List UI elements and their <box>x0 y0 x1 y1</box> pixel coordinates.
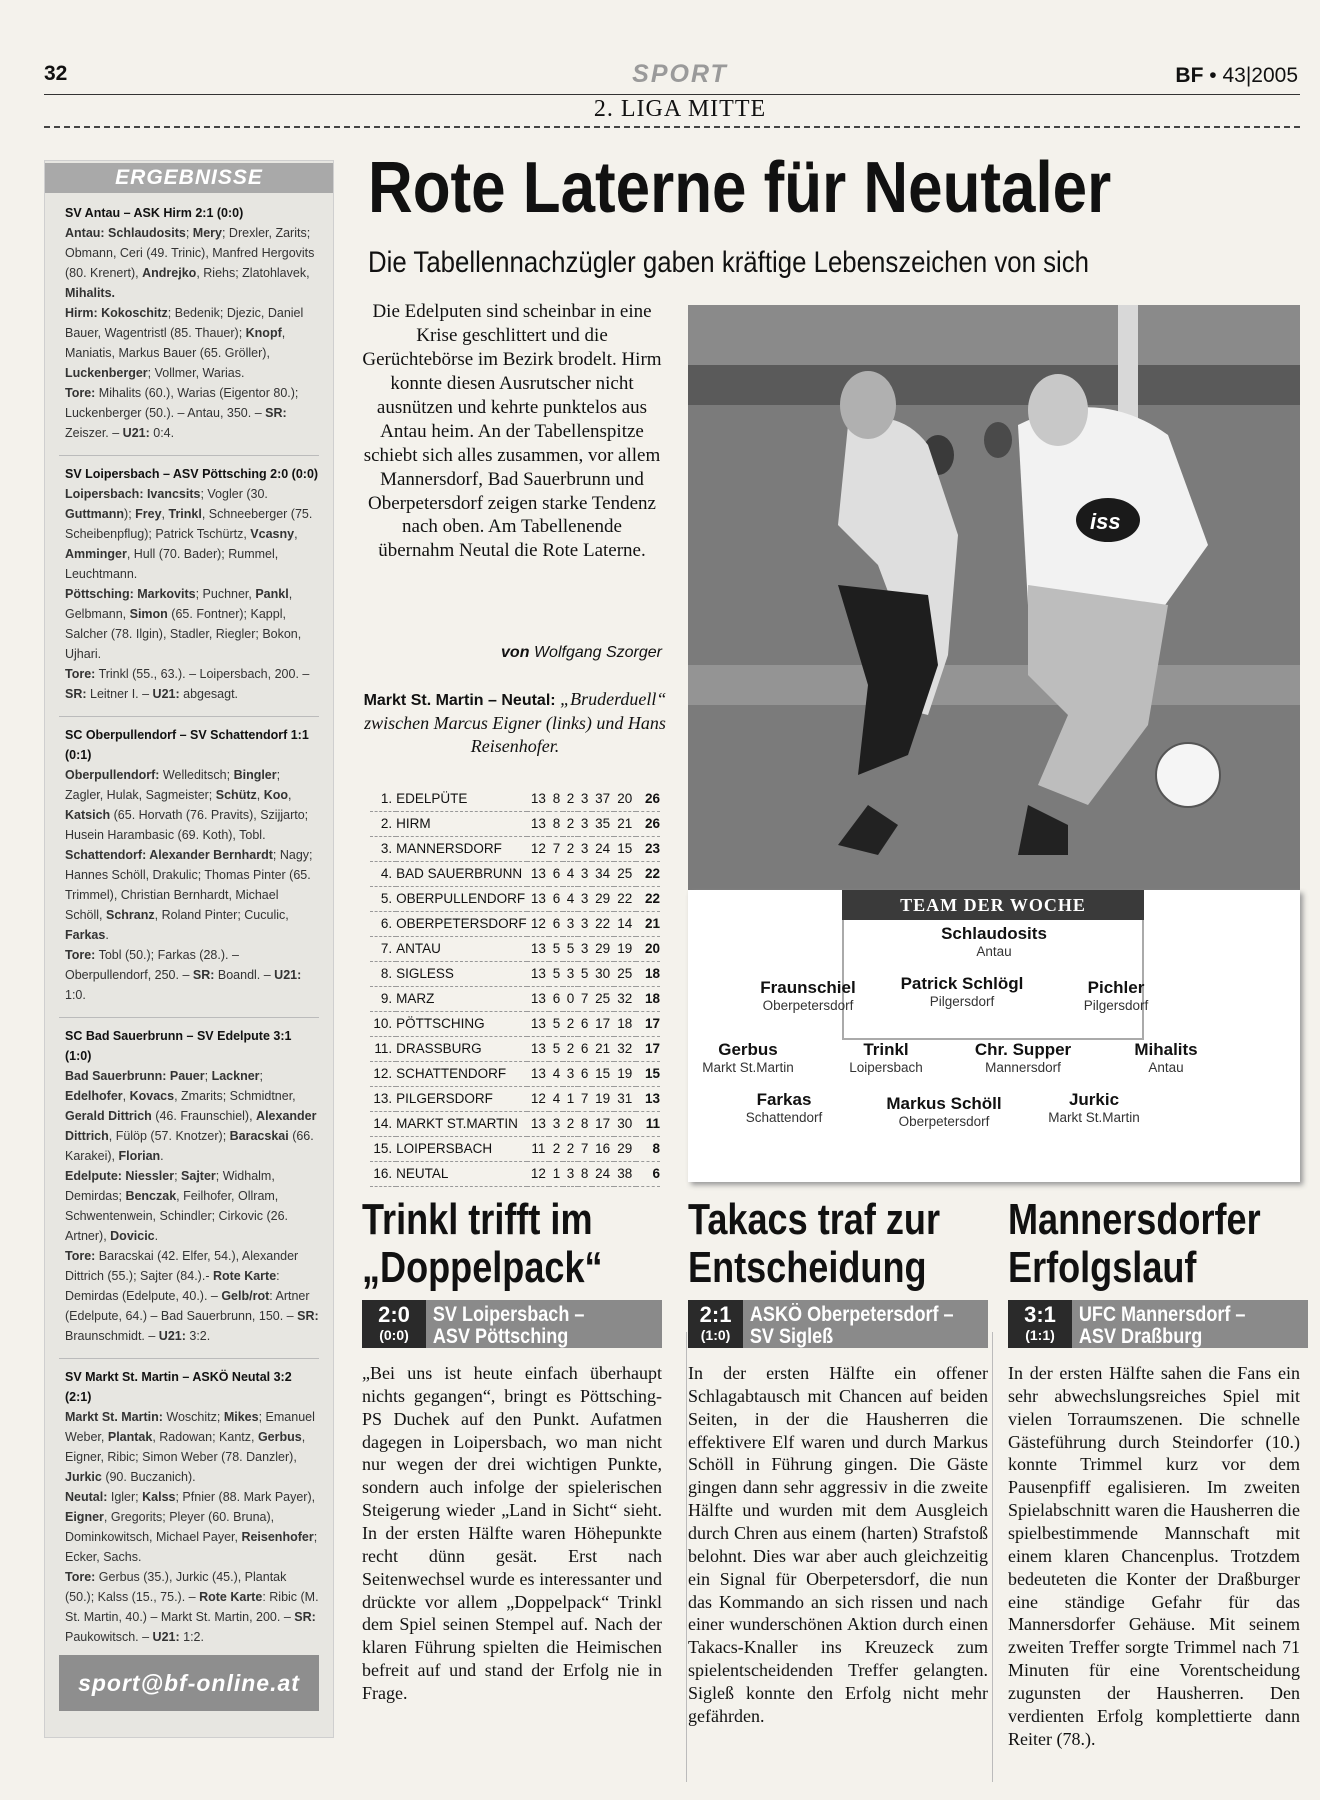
stat-cell: 21 <box>592 1036 614 1061</box>
player-name: Patrick Schlögl <box>900 974 1024 993</box>
team-cell: LOIPERSBACH <box>396 1136 527 1161</box>
stat-cell: 6 <box>578 1036 592 1061</box>
rank-cell: 3. <box>370 836 396 861</box>
stat-cell: 5 <box>549 1036 563 1061</box>
stat-cell: 25 <box>592 986 614 1011</box>
match-title: SV Loipersbach – ASV Pöttsching 2:0 (0:0) <box>65 467 319 481</box>
football <box>1156 743 1220 807</box>
section-title: SPORT <box>632 60 728 88</box>
rank-cell: 16. <box>370 1161 396 1186</box>
standings-row <box>370 936 660 961</box>
stat-cell: 5 <box>549 936 563 961</box>
stat-cell: 6 <box>549 861 563 886</box>
stat-cell: 3 <box>563 1161 577 1186</box>
team-title: TEAM DER WOCHE <box>842 890 1144 920</box>
stat-cell: 30 <box>614 1111 636 1136</box>
stat-cell: 15 <box>614 836 636 861</box>
stat-cell: 15 <box>592 1061 614 1086</box>
stat-cell: 3 <box>578 861 592 886</box>
rank-cell: 6. <box>370 911 396 936</box>
match-lineup: Tore: Gerbus (35.), Jurkic (45.), Plantak (50.); Kalss (15., 75.). – Rote Karte: Ribic (M. St. Martin, 40.) – Markt St. Martin, 200. – SR: Paukowitsch. – U21: 1:2. <box>65 1570 319 1644</box>
stat-cell: 1 <box>549 1161 563 1186</box>
score-bar <box>362 1300 662 1348</box>
column-rule <box>686 1332 687 1782</box>
match-lineup: Tore: Mihalits (60.), Warias (Eigentor 80.); Luckenberger (50.). – Antau, 350. – SR: Zeiszer. – U21: 0:4. <box>65 386 299 440</box>
report-headline-line: Trinkl trifft im <box>362 1195 593 1244</box>
stat-cell: 24 <box>592 1161 614 1186</box>
caption-title: Markt St. Martin – Neutal: <box>363 692 556 709</box>
team-player <box>1076 1040 1256 1075</box>
column-rule <box>992 1332 993 1782</box>
player-club: Antau <box>976 944 1012 959</box>
stat-cell: 8 <box>578 1161 592 1186</box>
match-results-list <box>45 195 333 1653</box>
rank-cell: 15. <box>370 1136 396 1161</box>
player-club: Oberpetersdorf <box>898 1114 990 1129</box>
stat-cell: 12 <box>527 911 549 936</box>
stat-cell: 3 <box>578 836 592 861</box>
standings-row <box>370 961 660 986</box>
player-name: Gerbus <box>718 1040 778 1059</box>
halftime-score: (1:1) <box>1025 1327 1055 1343</box>
rank-cell: 7. <box>370 936 396 961</box>
stat-cell: 4 <box>549 1086 563 1111</box>
standings-row <box>370 1086 660 1111</box>
match-lineup: Bad Sauerbrunn: Pauer; Lackner; Edelhofer, Kovacs, Zmarits; Schmidtner, Gerald Dittrich (46. Fraunschiel), Alexander Dittrich, Fülöp (57. Knotzer); Baracskai (66. Karakei), Florian. <box>65 1069 317 1163</box>
report-headline <box>688 1196 940 1291</box>
team-player <box>1004 1090 1184 1125</box>
author-name: Wolfgang Szorger <box>533 644 662 661</box>
standings-row <box>370 886 660 911</box>
stat-cell: 12 <box>527 1086 549 1111</box>
stat-cell: 1 <box>563 1086 577 1111</box>
team-cell: BAD SAUERBRUNN <box>396 861 527 886</box>
report-headline-line: Takacs traf zur <box>688 1195 940 1244</box>
stat-cell: 2 <box>563 1036 577 1061</box>
final-score: 2:1 <box>699 1302 732 1327</box>
stat-cell: 6 <box>549 986 563 1011</box>
points-cell: 18 <box>636 986 660 1011</box>
stat-cell: 5 <box>549 1011 563 1036</box>
stat-cell: 8 <box>549 786 563 811</box>
publication-name: BF <box>1175 64 1204 87</box>
stat-cell: 3 <box>578 811 592 836</box>
stat-cell: 13 <box>527 936 549 961</box>
stat-cell: 12 <box>527 836 549 861</box>
top-rule <box>44 94 1300 95</box>
stat-cell: 22 <box>592 911 614 936</box>
player-name: Fraunschiel <box>760 978 856 997</box>
photo-caption <box>362 688 668 759</box>
match-lineup: Oberpullendorf: Welleditsch; Bingler; Zagler, Hulak, Sagmeister; Schütz, Koo, Katsich (65. Horvath (76. Pravits), Szijjarto; Husein Harambasic (69. Koth), Tobl. <box>65 768 309 842</box>
match-lineup: Markt St. Martin: Woschitz; Mikes; Emanuel Weber, Plantak, Radowan; Kantz, Gerbus, Eigner, Ribic; Simon Weber (78. Danzler), Jurkic (90. Buczanich). <box>65 1410 315 1484</box>
stat-cell: 3 <box>578 911 592 936</box>
player-club: Mannersdorf <box>985 1060 1061 1075</box>
stat-cell: 19 <box>592 1086 614 1111</box>
lead-paragraph: Die Edelputen sind scheinbar in eine Krise geschlittert und die Gerüchtebörse im Bezirk brodelt. Hirm konnte diesen Ausrutscher nicht ausnützen und kehrte punktelos aus Antau heim. An der Tabellenspitze schiebt sich alles zusammen, vor allem Mannersdorf, Bad Sauerbrunn und Oberpetersdorf zeigen starke Tendenz nach oben. Am Tabellenende übernahm Neutal die Rote Laterne. <box>362 301 662 562</box>
player-club: Antau <box>1148 1060 1184 1075</box>
standings-row <box>370 861 660 886</box>
report-headline-line: Erfolgslauf <box>1008 1242 1197 1292</box>
stat-cell: 3 <box>578 936 592 961</box>
stat-cell: 19 <box>614 936 636 961</box>
stat-cell: 2 <box>563 786 577 811</box>
stat-cell: 34 <box>592 861 614 886</box>
team-name: SV Loipersbach – <box>432 1303 585 1326</box>
team-name: ASV Pöttsching <box>432 1325 569 1349</box>
match-lineup: Schattendorf: Alexander Bernhardt; Nagy; Hannes Schöll, Drakulic; Thomas Pinter (65. Trimmel), Christian Bernhardt, Michael Schöll, Schranz, Roland Pinter; Cuculic, Farkas. <box>65 848 313 942</box>
stat-cell: 2 <box>549 1136 563 1161</box>
report-headline-line: Entscheidung <box>688 1242 927 1292</box>
author-prefix: von <box>501 644 530 661</box>
points-cell: 6 <box>636 1161 660 1186</box>
stat-cell: 0 <box>563 986 577 1011</box>
points-cell: 8 <box>636 1136 660 1161</box>
report-text: In der ersten Hälfte ein offener Schlagabtausch mit Chancen auf beiden Seiten, in der die Hausherren die effektivere Elf waren und durch Markus Schöll in Führung gingen. Die Gäste gingen dann sehr aggressiv in die zweite Hälfte und wurden mit dem Ausgleich durch Chren aus einem (harten) Strafstoß belohnt. Dies war aber auch gleichzeitig ein Signal für Oberpetersdorf, die nun das Kommando an sich rissen und nach einer wunderschönen Aktion durch einen Takacs-Knaller ins Kreuzeck zum spielentscheidenden Treffer gelangten. Sigleß konnte den Erfolg nicht mehr gefährden. <box>688 1363 988 1726</box>
league-title: 2. LIGA MITTE <box>593 96 767 122</box>
score-box <box>362 1300 426 1348</box>
player-club: Loipersbach <box>849 1060 923 1075</box>
standings-row <box>370 986 660 1011</box>
stat-cell: 20 <box>614 786 636 811</box>
report-text: In der ersten Hälfte sahen die Fans ein sehr abwechslungsreiches Spiel mit vielen Torraumszenen. Die schnelle Gästeführung durch Steindorfer (10.) konnte Trimmel kurz vor dem Pausenpfiff egalisieren. Im zweiten Spielabschnitt waren die Hausherren die spielbestimmende Mannschaft mit einem klaren Chancenplus. Trotzdem bedeuteten die Konter der Draßburger eine ständige Gefahr für das Mannersdorfer Gehäuse. Mit seinem zweiten Treffer sorgte Trimmel nach 71 Minuten für eine Vorentscheidung zugunsten der Hausherren. Den verdienten Erfolg komplettierte dann Reiter (78.). <box>1008 1363 1300 1749</box>
points-cell: 17 <box>636 1036 660 1061</box>
player-name: Mihalits <box>1134 1040 1198 1059</box>
score-box <box>688 1300 743 1348</box>
points-cell: 23 <box>636 836 660 861</box>
team-player <box>1026 978 1206 1013</box>
report-headline <box>1008 1196 1261 1291</box>
standings-row <box>370 1011 660 1036</box>
match-lineup: Neutal: Igler; Kalss; Pfnier (88. Mark Payer), Eigner, Gregorits; Pleyer (60. Bruna), Dominkowitsch, Michael Payer, Reisenhofer; Ecker, Sachs. <box>65 1490 318 1564</box>
stat-cell: 5 <box>578 961 592 986</box>
stat-cell: 13 <box>527 961 549 986</box>
stat-cell: 22 <box>614 886 636 911</box>
results-title: ERGEBNISSE <box>45 163 333 193</box>
stat-cell: 6 <box>549 886 563 911</box>
match-title: SV Antau – ASK Hirm 2:1 (0:0) <box>65 206 244 220</box>
stat-cell: 4 <box>563 861 577 886</box>
team-player <box>904 924 1084 959</box>
team-cell: OBERPULLENDORF <box>396 886 527 911</box>
team-cell: EDELPÜTE <box>396 786 527 811</box>
match-lineup: Tore: Tobl (50.); Farkas (28.). – Oberpullendorf, 250. – SR: Boandl. – U21: 1:0. <box>65 948 302 1002</box>
points-cell: 22 <box>636 861 660 886</box>
team-cell: ANTAU <box>396 936 527 961</box>
stat-cell: 11 <box>527 1136 549 1161</box>
rank-cell: 2. <box>370 811 396 836</box>
points-cell: 18 <box>636 961 660 986</box>
stat-cell: 13 <box>527 786 549 811</box>
stat-cell: 29 <box>614 1136 636 1161</box>
team-cell: SCHATTENDORF <box>396 1061 527 1086</box>
stat-cell: 13 <box>527 1061 549 1086</box>
points-cell: 15 <box>636 1061 660 1086</box>
player-club: Markt St.Martin <box>1048 1110 1140 1125</box>
team-name: ASKÖ Oberpetersdorf – <box>749 1303 954 1326</box>
page-number: 32 <box>44 62 68 85</box>
match-title: SV Markt St. Martin – ASKÖ Neutal 3:2 (2:1) <box>65 1370 292 1404</box>
stat-cell: 21 <box>614 811 636 836</box>
stat-cell: 4 <box>549 1061 563 1086</box>
points-cell: 13 <box>636 1086 660 1111</box>
match-teams <box>743 1300 954 1348</box>
stat-cell: 31 <box>614 1086 636 1111</box>
author-line <box>362 644 662 662</box>
stat-cell: 13 <box>527 1011 549 1036</box>
stat-cell: 18 <box>614 1011 636 1036</box>
stat-cell: 25 <box>614 961 636 986</box>
player-club: Schattendorf <box>745 1110 823 1125</box>
stat-cell: 5 <box>549 961 563 986</box>
team-cell: MARZ <box>396 986 527 1011</box>
rank-cell: 1. <box>370 786 396 811</box>
email-link[interactable]: sport@bf-online.at <box>59 1655 319 1711</box>
team-player <box>694 1090 874 1125</box>
points-cell: 17 <box>636 1011 660 1036</box>
team-name: UFC Mannersdorf – <box>1078 1303 1246 1326</box>
shirt-logo: iss <box>1090 509 1121 534</box>
stat-cell: 13 <box>527 886 549 911</box>
match-result <box>45 1359 333 1653</box>
standings-row <box>370 911 660 936</box>
standings-table <box>370 786 660 1187</box>
player-name: Pichler <box>1087 978 1145 997</box>
stat-cell: 17 <box>592 1111 614 1136</box>
team-name: ASV Draßburg <box>1078 1325 1203 1349</box>
team-player <box>872 974 1052 1009</box>
stat-cell: 6 <box>578 1061 592 1086</box>
standings-row <box>370 1111 660 1136</box>
stat-cell: 13 <box>527 986 549 1011</box>
stat-cell: 6 <box>549 911 563 936</box>
final-score: 3:1 <box>1024 1302 1056 1327</box>
stat-cell: 16 <box>592 1136 614 1161</box>
bullet: • <box>1209 64 1217 87</box>
stat-cell: 4 <box>563 886 577 911</box>
stat-cell: 8 <box>578 1111 592 1136</box>
rank-cell: 10. <box>370 1011 396 1036</box>
team-cell: MANNERSDORF <box>396 836 527 861</box>
player-name: Jurkic <box>1068 1090 1120 1109</box>
stat-cell: 13 <box>527 811 549 836</box>
results-sidebar <box>44 160 334 1738</box>
team-cell: PILGERSDORF <box>396 1086 527 1111</box>
stat-cell: 2 <box>563 811 577 836</box>
standings-row <box>370 786 660 811</box>
standings-row <box>370 1036 660 1061</box>
player-club: Pilgersdorf <box>1083 998 1149 1013</box>
stat-cell: 13 <box>527 861 549 886</box>
stat-cell: 3 <box>549 1111 563 1136</box>
stat-cell: 25 <box>614 861 636 886</box>
team-cell: PÖTTSCHING <box>396 1011 527 1036</box>
halftime-score: (1:0) <box>700 1327 731 1343</box>
standings-row <box>370 1161 660 1186</box>
standings-row <box>370 1136 660 1161</box>
standings-row <box>370 836 660 861</box>
score-bar <box>688 1300 988 1348</box>
subheadline: Die Tabellennachzügler gaben kräftige Lebenszeichen von sich <box>368 246 1089 279</box>
stat-cell: 38 <box>614 1161 636 1186</box>
points-cell: 22 <box>636 886 660 911</box>
points-cell: 20 <box>636 936 660 961</box>
stat-cell: 32 <box>614 1036 636 1061</box>
rank-cell: 8. <box>370 961 396 986</box>
stat-cell: 29 <box>592 936 614 961</box>
standings-row <box>370 1061 660 1086</box>
match-lineup: Tore: Trinkl (55., 63.). – Loipersbach, 200. – SR: Leitner I. – U21: abgesagt. <box>65 667 310 701</box>
stat-cell: 12 <box>527 1161 549 1186</box>
stat-cell: 13 <box>527 1111 549 1136</box>
match-result <box>45 717 333 1011</box>
stat-cell: 2 <box>563 1011 577 1036</box>
player-name: Trinkl <box>863 1040 909 1059</box>
match-title: SC Bad Sauerbrunn – SV Edelpute 3:1 (1:0) <box>65 1029 292 1063</box>
rank-cell: 14. <box>370 1111 396 1136</box>
headline: Rote Laterne für Neutaler <box>368 148 1112 228</box>
stat-cell: 17 <box>592 1011 614 1036</box>
stat-cell: 3 <box>578 786 592 811</box>
player-name: Schlaudosits <box>941 924 1047 943</box>
match-lineup: Antau: Schlaudosits; Mery; Drexler, Zarits; Obmann, Ceri (49. Trinic), Manfred Hergovits (80. Krenert), Andrejko, Riehs; Zlatohlavek, Mihalits. <box>65 226 315 300</box>
match-lineup: Pöttsching: Markovits; Puchner, Pankl, Gelbmann, Simon (65. Fontner); Kappl, Salcher (78. Ilgin), Stadler, Riegler; Bokon, Ujhari. <box>65 587 302 661</box>
stat-cell: 29 <box>592 886 614 911</box>
match-lineup: Hirm: Kokoschitz; Bedenik; Djezic, Daniel Bauer, Wagentristl (85. Thauer); Knopf, Maniatis, Markus Bauer (65. Gröller), Luckenberger; Vollmer, Warias. <box>65 306 304 380</box>
stat-cell: 24 <box>592 836 614 861</box>
player-club: Oberpetersdorf <box>762 998 854 1013</box>
rank-cell: 5. <box>370 886 396 911</box>
report-headline <box>362 1196 603 1291</box>
team-cell: DRASSBURG <box>396 1036 527 1061</box>
match-result <box>45 456 333 710</box>
match-title: SC Oberpullendorf – SV Schattendorf 1:1 (0:1) <box>65 728 309 762</box>
match-result <box>45 1018 333 1352</box>
stat-cell: 19 <box>614 1061 636 1086</box>
rank-cell: 11. <box>370 1036 396 1061</box>
dashed-rule <box>44 126 1300 128</box>
caption-text: „Bruderduell“ zwischen Marcus Eigner (links) und Hans Reisenhofer. <box>364 689 667 757</box>
stat-cell: 3 <box>563 961 577 986</box>
team-cell: SIGLESS <box>396 961 527 986</box>
stat-cell: 32 <box>614 986 636 1011</box>
player-name: Markus Schöll <box>886 1094 1002 1113</box>
stat-cell: 14 <box>614 911 636 936</box>
stat-cell: 2 <box>563 1111 577 1136</box>
team-cell: NEUTAL <box>396 1161 527 1186</box>
team-cell: OBERPETERSDORF <box>396 911 527 936</box>
stat-cell: 3 <box>563 1061 577 1086</box>
match-lineup: Loipersbach: Ivancsits; Vogler (30. Guttmann); Frey, Trinkl, Schneeberger (75. Scheibenpflug); Patrick Tschürtz, Vcasny, Amminger, Hull (70. Bader); Rummel, Leuchtmann. <box>65 487 313 581</box>
standings-row <box>370 811 660 836</box>
stat-cell: 5 <box>563 936 577 961</box>
stat-cell: 3 <box>563 911 577 936</box>
player-club: Markt St.Martin <box>702 1060 794 1075</box>
score-bar <box>1008 1300 1308 1348</box>
stat-cell: 8 <box>549 811 563 836</box>
match-result <box>45 195 333 449</box>
stat-cell: 13 <box>527 1036 549 1061</box>
stat-cell: 7 <box>578 986 592 1011</box>
points-cell: 11 <box>636 1111 660 1136</box>
team-of-week <box>688 890 1300 1182</box>
player-name: Chr. Supper <box>974 1040 1072 1059</box>
stat-cell: 37 <box>592 786 614 811</box>
final-score: 2:0 <box>378 1302 410 1327</box>
stat-cell: 6 <box>578 1011 592 1036</box>
report-text: „Bei uns ist heute einfach überhaupt nichts gegangen“, bringt es Pöttsching-PS Duchek auf den Punkt. Aufatmen dagegen in Loipersbach, wo man nicht nur wegen der drei wichtigen Punkte, sondern auch infolge der spielerischen Steigerung wieder „Land in Sicht“ sieht. In der ersten Hälfte waren Höhepunkte recht dünn gesät. Erst nach Seitenwechsel wurde es interessanter und drückte vor allem „Doppelpack“ Trinkl dem Spiel seinen Stempel auf. Nach der klaren Führung spielten die Heimischen befreit auf und stand der Erfolg nie in Frage. <box>362 1363 662 1704</box>
points-cell: 26 <box>636 786 660 811</box>
stat-cell: 7 <box>549 836 563 861</box>
rank-cell: 13. <box>370 1086 396 1111</box>
halftime-score: (0:0) <box>379 1327 409 1343</box>
issue-info <box>1175 64 1298 88</box>
points-cell: 21 <box>636 911 660 936</box>
match-teams <box>426 1300 584 1348</box>
team-cell: MARKT ST.MARTIN <box>396 1111 527 1136</box>
rank-cell: 9. <box>370 986 396 1011</box>
team-name: SV Sigleß <box>749 1325 834 1349</box>
match-lineup: Edelpute: Niessler; Sajter; Widhalm, Demirdas; Benczak, Feilhofer, Ollram, Schwentenwein, Schindler; Cirkovic (26. Artner), Dovicic. <box>65 1169 289 1243</box>
points-cell: 26 <box>636 811 660 836</box>
match-lineup: Tore: Baracskai (42. Elfer, 54.), Alexander Dittrich (55.); Sajter (84.).- Rote Karte: Demirdas (Edelpute, 40.). – Gelb/rot: Artner (Edelpute, 64.) – Bad Sauerbrunn, 150. – SR: Braunschmidt. – U21: 3:2. <box>65 1249 319 1343</box>
player-club: Pilgersdorf <box>929 994 995 1009</box>
rank-cell: 4. <box>370 861 396 886</box>
rank-cell: 12. <box>370 1061 396 1086</box>
team-player <box>718 978 898 1013</box>
stat-cell: 30 <box>592 961 614 986</box>
player-name: Farkas <box>756 1090 812 1109</box>
match-teams <box>1072 1300 1245 1348</box>
photo-illustration <box>688 305 1300 923</box>
issue-number: 43|2005 <box>1222 64 1298 87</box>
stat-cell: 7 <box>578 1136 592 1161</box>
score-box <box>1008 1300 1072 1348</box>
match-photo <box>688 305 1300 923</box>
stat-cell: 2 <box>563 1136 577 1161</box>
report-headline-line: Mannersdorfer <box>1008 1195 1261 1244</box>
stat-cell: 2 <box>563 836 577 861</box>
stat-cell: 3 <box>578 886 592 911</box>
report-headline-line: „Doppelpack“ <box>362 1242 603 1292</box>
team-cell: HIRM <box>396 811 527 836</box>
stat-cell: 35 <box>592 811 614 836</box>
stat-cell: 7 <box>578 1086 592 1111</box>
